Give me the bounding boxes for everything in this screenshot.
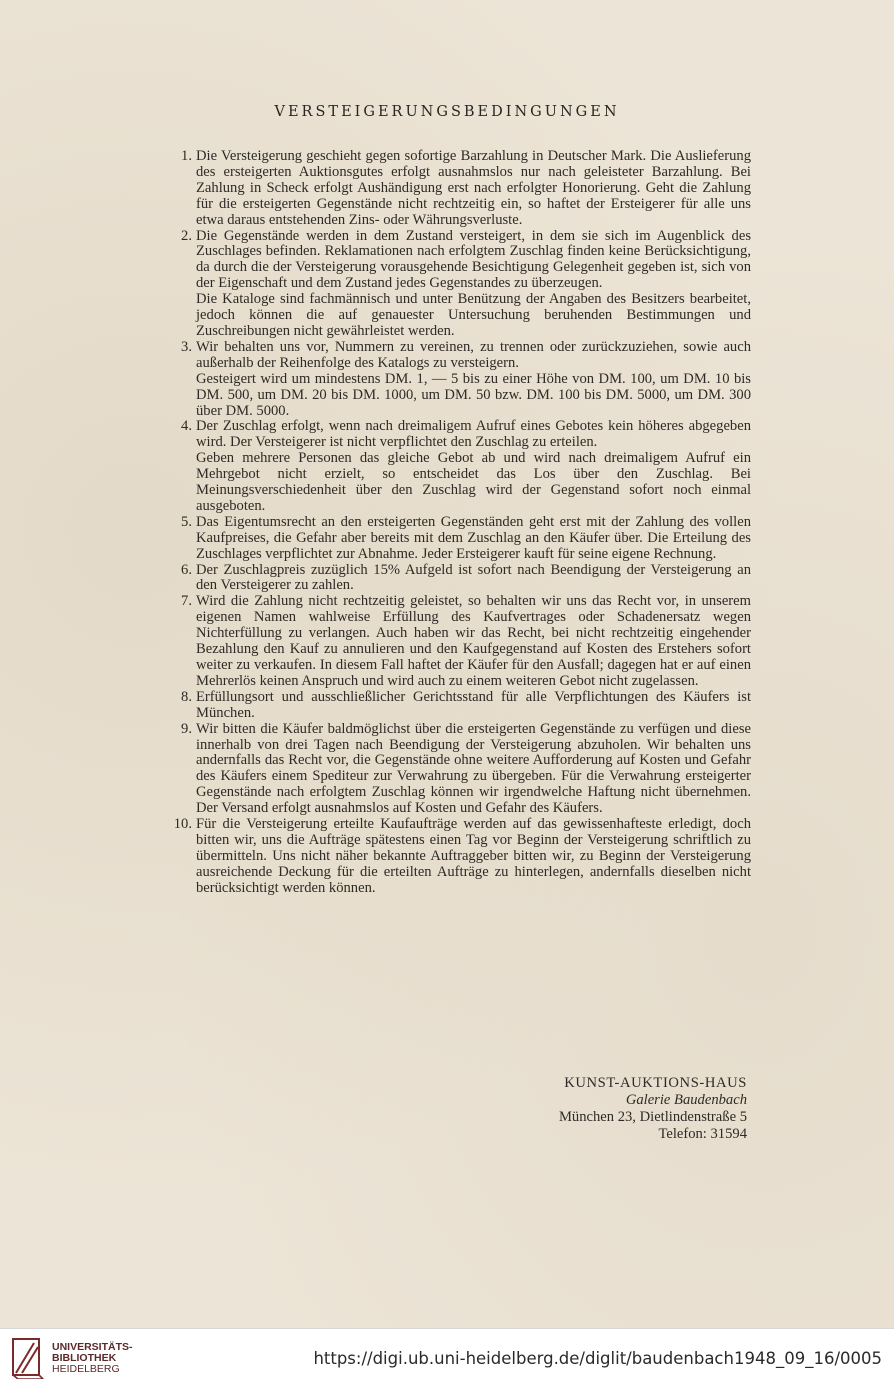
item-text: Geben mehrere Personen das gleiche Gebot ab und wird nach dreimaligem Aufruf ein Mehrgebot nicht erzielt, so entscheidet das Los über den Zuschlag. Bei Meinungsverschiedenheit über den Zuschlag wird der Gegenstand sofort noch einmal ausgeboten. — [196, 450, 751, 514]
list-item — [181, 338, 751, 420]
item-number: 9. — [181, 720, 192, 737]
item-number: 2. — [181, 227, 192, 244]
item-text: Die Gegenstände werden in dem Zustand versteigert, in dem sie sich im Augenblick des Zuschlages befinden. Reklamationen nach erfolgtem Zuschlag finden keine Berücksichtigung, da durch die der Versteigerung vorausgehende Besichtigung Gelegenheit gegeben ist, sich von der Eigenschaft und dem Zustand jedes Gegenstandes zu überzeugen. — [196, 227, 751, 292]
gallery-name: Galerie Baudenbach — [625, 1092, 747, 1108]
page-title: VERSTEIGERUNGSBEDINGUNGEN — [274, 104, 620, 120]
conditions-list — [173, 148, 751, 897]
address: München 23, Dietlindenstraße 5 — [558, 1109, 747, 1125]
item-text: Wird die Zahlung nicht rechtzeitig geleistet, so behalten wir uns das Recht vor, in unserem eigenen Namen wahlweise Erfüllung des Kaufvertrages oder Schadenersatz wegen Nichterfüllung zu verlangen. Auch haben wir das Recht, bei nicht rechtzeitig eingehender Bezahlung den Kauf zu annulieren und den Kaufgegenstand auf Kosten des Erstehers sofort weiter zu verkaufen. In diesem Fall haftet der Käufer für den Ausfall; dagegen hat er auf einen Mehrerlös keinen Anspruch und wird auch zu einem weiteren Gebot nicht zugelassen. — [196, 593, 751, 689]
library-logo[interactable] — [52, 1342, 133, 1375]
permalink-url[interactable]: https://digi.ub.uni-heidelberg.de/diglit/baudenbach1948_09_16/0005 — [313, 1349, 882, 1368]
item-number: 6. — [181, 561, 192, 578]
item-number: 3. — [181, 338, 192, 355]
list-item — [181, 227, 751, 340]
list-item — [181, 593, 751, 689]
item-text: Für die Versteigerung erteilte Kaufaufträge werden auf das gewissenhafteste erledigt, doch bitten wir, uns die Aufträge spätestens einen Tag vor Beginn der Versteigerung schriftlich zu übermitteln. Uns nicht näher bekannte Auftraggeber bitten wir, zu Beginn der Versteigerung ausreichende Deckung für die erteilten Aufträge zu hinterlegen, andernfalls dieselben nicht berücksichtigt werden können. — [196, 816, 751, 896]
item-text: Wir bitten die Käufer baldmöglichst über die ersteigerten Gegenstände zu verfügen und diese innerhalb von drei Tagen nach Beendigung der Versteigerung abzuholen. Wir behalten uns andernfalls das Recht vor, die Gegenstände ohne weitere Aufforderung auf Kosten und Gefahr des Käufers einem Spediteur zur Verwahrung zu übergeben. Für die Verwahrung ersteigerter Gegenstände nach erfolgtem Zuschlag können wir irgendwelche Haftung nicht übernehmen. Der Versand erfolgt ausnahmslos auf Kosten und Gefahr des Käufers. — [196, 720, 751, 817]
item-text: Wir behalten uns vor, Nummern zu vereinen, zu trennen oder zurückzuziehen, sowie auch außerhalb der Reihenfolge des Katalogs zu versteigern. — [196, 338, 751, 371]
library-line: HEIDELBERG — [52, 1363, 120, 1375]
item-text: Erfüllungsort und ausschließlicher Gerichtsstand für alle Verpflichtungen des Käufers ist München. — [196, 688, 751, 721]
list-item — [173, 816, 751, 897]
book-icon — [10, 1337, 46, 1379]
item-number: 8. — [181, 688, 192, 705]
item-text: Gesteigert wird um mindestens DM. 1, — 5 bis zu einer Höhe von DM. 100, um DM. 10 bis DM. 500, um DM. 20 bis DM. 1000, um DM. 50 bzw. DM. 100 bis DM. 5000, um DM. 300 über DM. 5000. — [196, 370, 751, 419]
list-item — [181, 688, 751, 722]
firm-name: KUNST-AUKTIONS-HAUS — [564, 1075, 747, 1091]
item-text: Der Zuschlag erfolgt, wenn nach dreimaligem Aufruf eines Gebotes kein höheres abgegeben wird. Der Versteigerer ist nicht verpflichtet den Zuschlag zu erteilen. — [196, 418, 751, 451]
list-item — [181, 418, 751, 514]
list-item — [181, 720, 751, 817]
signature-block — [559, 1075, 747, 1143]
item-number: 5. — [181, 513, 192, 530]
item-number: 1. — [181, 148, 192, 164]
item-number: 4. — [181, 418, 192, 435]
library-line: UNIVERSITÄTS- — [52, 1341, 133, 1353]
phone: Telefon: 31594 — [658, 1126, 747, 1142]
list-item — [181, 148, 751, 229]
library-line: BIBLIOTHEK — [52, 1352, 117, 1364]
list-item — [181, 561, 751, 595]
item-number: 10. — [173, 816, 192, 833]
item-text: Die Kataloge sind fachmännisch und unter Benützung der Angaben des Besitzers bearbeitet, jedoch können die auf genauester Untersuchung beruhenden Bestimmungen und Zuschreibungen nicht gewährleistet werden. — [196, 291, 751, 339]
list-item — [181, 513, 751, 563]
item-text: Die Versteigerung geschieht gegen sofortige Barzahlung in Deutscher Mark. Die Auslieferung des ersteigerten Auktionsgutes erfolgt ausnahmslos nur nach geleisteter Barzahlung. Bei Zahlung in Scheck erfolgt Aushändigung erst nach erfolgter Honorierung. Geht die Zahlung für die ersteigerten Gegenstände nicht rechtzeitig ein, so haftet der Ersteigerer für alle uns etwa daraus entstehenden Zins- oder Währungsverluste. — [196, 148, 751, 228]
item-text: Der Zuschlagpreis zuzüglich 15% Aufgeld ist sofort nach Beendigung der Versteigerung an den Versteigerer zu zahlen. — [196, 561, 751, 594]
item-text: Das Eigentumsrecht an den ersteigerten Gegenständen geht erst mit der Zahlung des vollen Kaufpreises, die Gefahr aber bereits mit dem Zuschlag an den Käufer über. Die Erteilung des Zuschlages verpflichtet zur Abnahme. Jeder Ersteigerer kauft für seine eigene Rechnung. — [196, 513, 751, 562]
item-number: 7. — [181, 593, 192, 610]
